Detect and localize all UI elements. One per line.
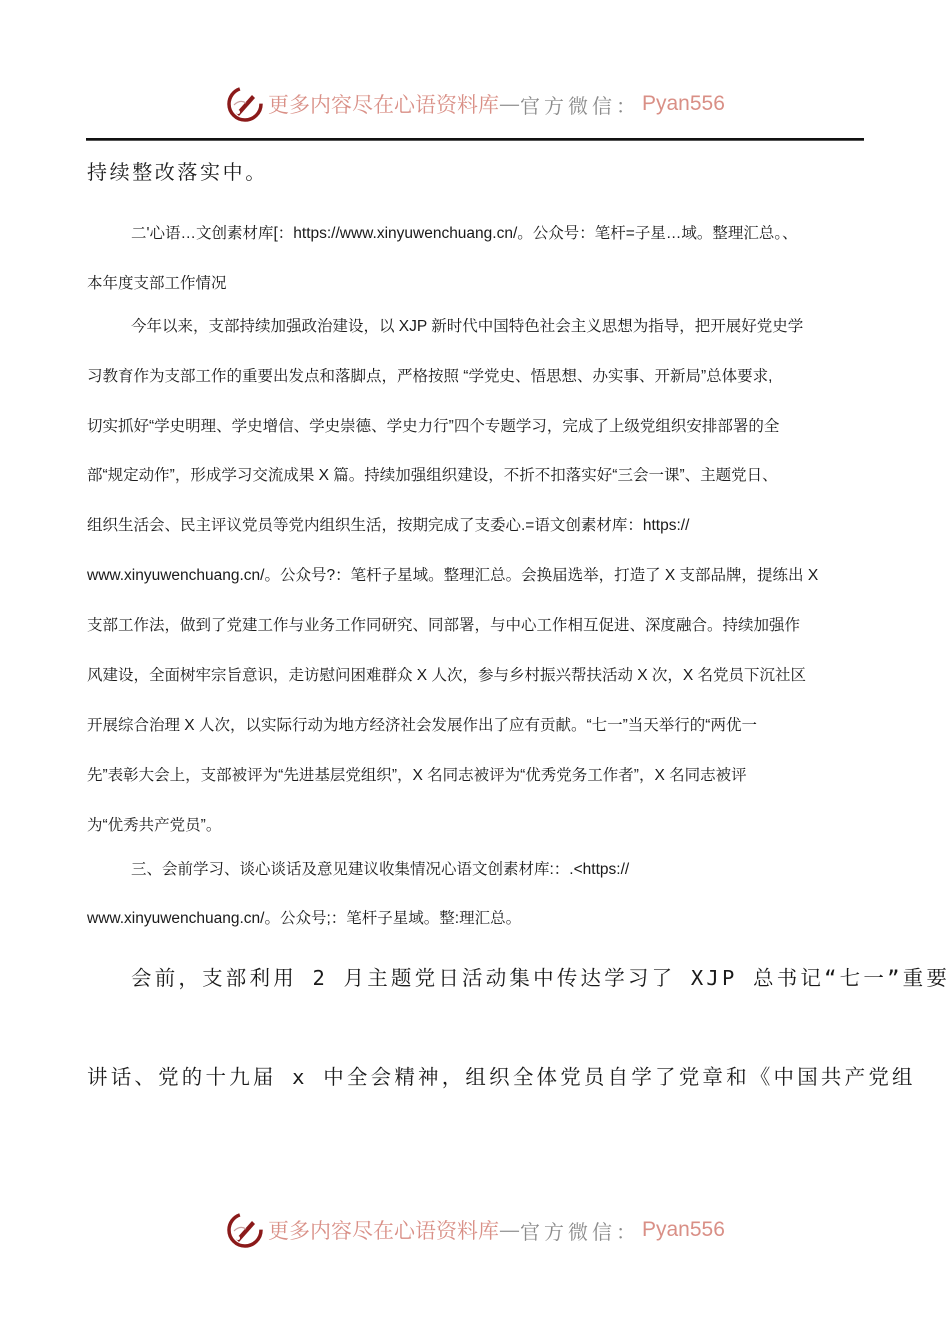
quill-logo-icon — [226, 1211, 264, 1249]
paragraph-line: 开展综合治理 X 人次，以实际行动为地方经济社会发展作出了应有贡献。“七一”当天举行的“两优一 — [87, 717, 757, 734]
quill-logo-icon — [226, 85, 264, 123]
footer-banner — [226, 1208, 725, 1252]
paragraph-line: 先”表彰大会上，支部被评为“先进基层党组织”，X 名同志被评为“优秀党务工作者”，X 名同志被评 — [87, 767, 747, 784]
paragraph-line-large: 会前，支部利用 2 月主题党日活动集中传达学习了 XJP 总书记“七一”重要 — [131, 966, 950, 990]
banner-main-text: 更多内容尽在心语资料库 — [268, 1219, 499, 1243]
paragraph-line: www.xinyuwenchuang.cn/。公众号?：笔杆子星域。整理汇总。会换届选举，打造了 X 支部品牌，提练出 X — [87, 567, 819, 584]
paragraph-line: 为“优秀共产党员”。 — [87, 817, 222, 834]
paragraph-line: 今年以来，支部持续加强政治建设，以 XJP 新时代中国特色社会主义思想为指导，把开展好党史学 — [131, 318, 804, 335]
banner-wechat-id: Pyan556 — [642, 1218, 725, 1241]
banner-main-text: 更多内容尽在心语资料库 — [268, 93, 499, 117]
text-line-continued: 持续整改落实中。 — [87, 160, 268, 184]
banner-separator: — — [499, 92, 520, 116]
banner-wechat-label: 官方微信： — [520, 93, 640, 118]
paragraph-line: 组织生活会、民主评议党员等党内组织生活，按期完成了支委心.=语文创素材库：https:// — [87, 517, 690, 534]
section-heading-three: 三、会前学习、谈心谈话及意见建议收集情况心语文创素材库:：.<https:// — [131, 861, 630, 878]
header-banner — [226, 82, 725, 126]
header-divider — [86, 138, 864, 141]
paragraph-line: 习教育作为支部工作的重要出发点和落脚点，严格按照 “学党史、悟思想、办实事、开新局”总体要求, — [87, 368, 773, 385]
paragraph-line: 风建设，全面树牢宗旨意识，走访慰问困难群众 X 人次，参与乡村振兴帮扶活动 X 次，X 名党员下沉社区 — [87, 667, 807, 684]
banner-separator: — — [499, 1218, 520, 1242]
paragraph-line: 部“规定动作”，形成学习交流成果 X 篇。持续加强组织建设，不折不扣落实好“三会一课”、主题党日、 — [87, 467, 778, 484]
banner-wechat-id: Pyan556 — [642, 92, 725, 115]
section-heading-three-cont: www.xinyuwenchuang.cn/。公众号;：笔杆子星域。整:理汇总。 — [87, 910, 522, 927]
paragraph-line: 切实抓好“学史明理、学史增信、学史崇德、学史力行”四个专题学习，完成了上级党组织安排部署的全 — [87, 418, 780, 435]
section-heading-two: 二'心语…文创素材库[：https://www.xinyuwenchuang.cn/。公众号：笔杆=子星…域。整理汇总。、 — [131, 225, 798, 242]
section-subtitle: 本年度支部工作情况 — [87, 275, 227, 292]
banner-wechat-label: 官方微信： — [520, 1219, 640, 1244]
paragraph-line: 支部工作法，做到了党建工作与业务工作同研究、同部署，与中心工作相互促进、深度融合。持续加强作 — [87, 617, 801, 634]
paragraph-line-large: 讲话、党的十九届 x 中全会精神，组织全体党员自学了党章和《中国共产党组 — [87, 1065, 916, 1089]
